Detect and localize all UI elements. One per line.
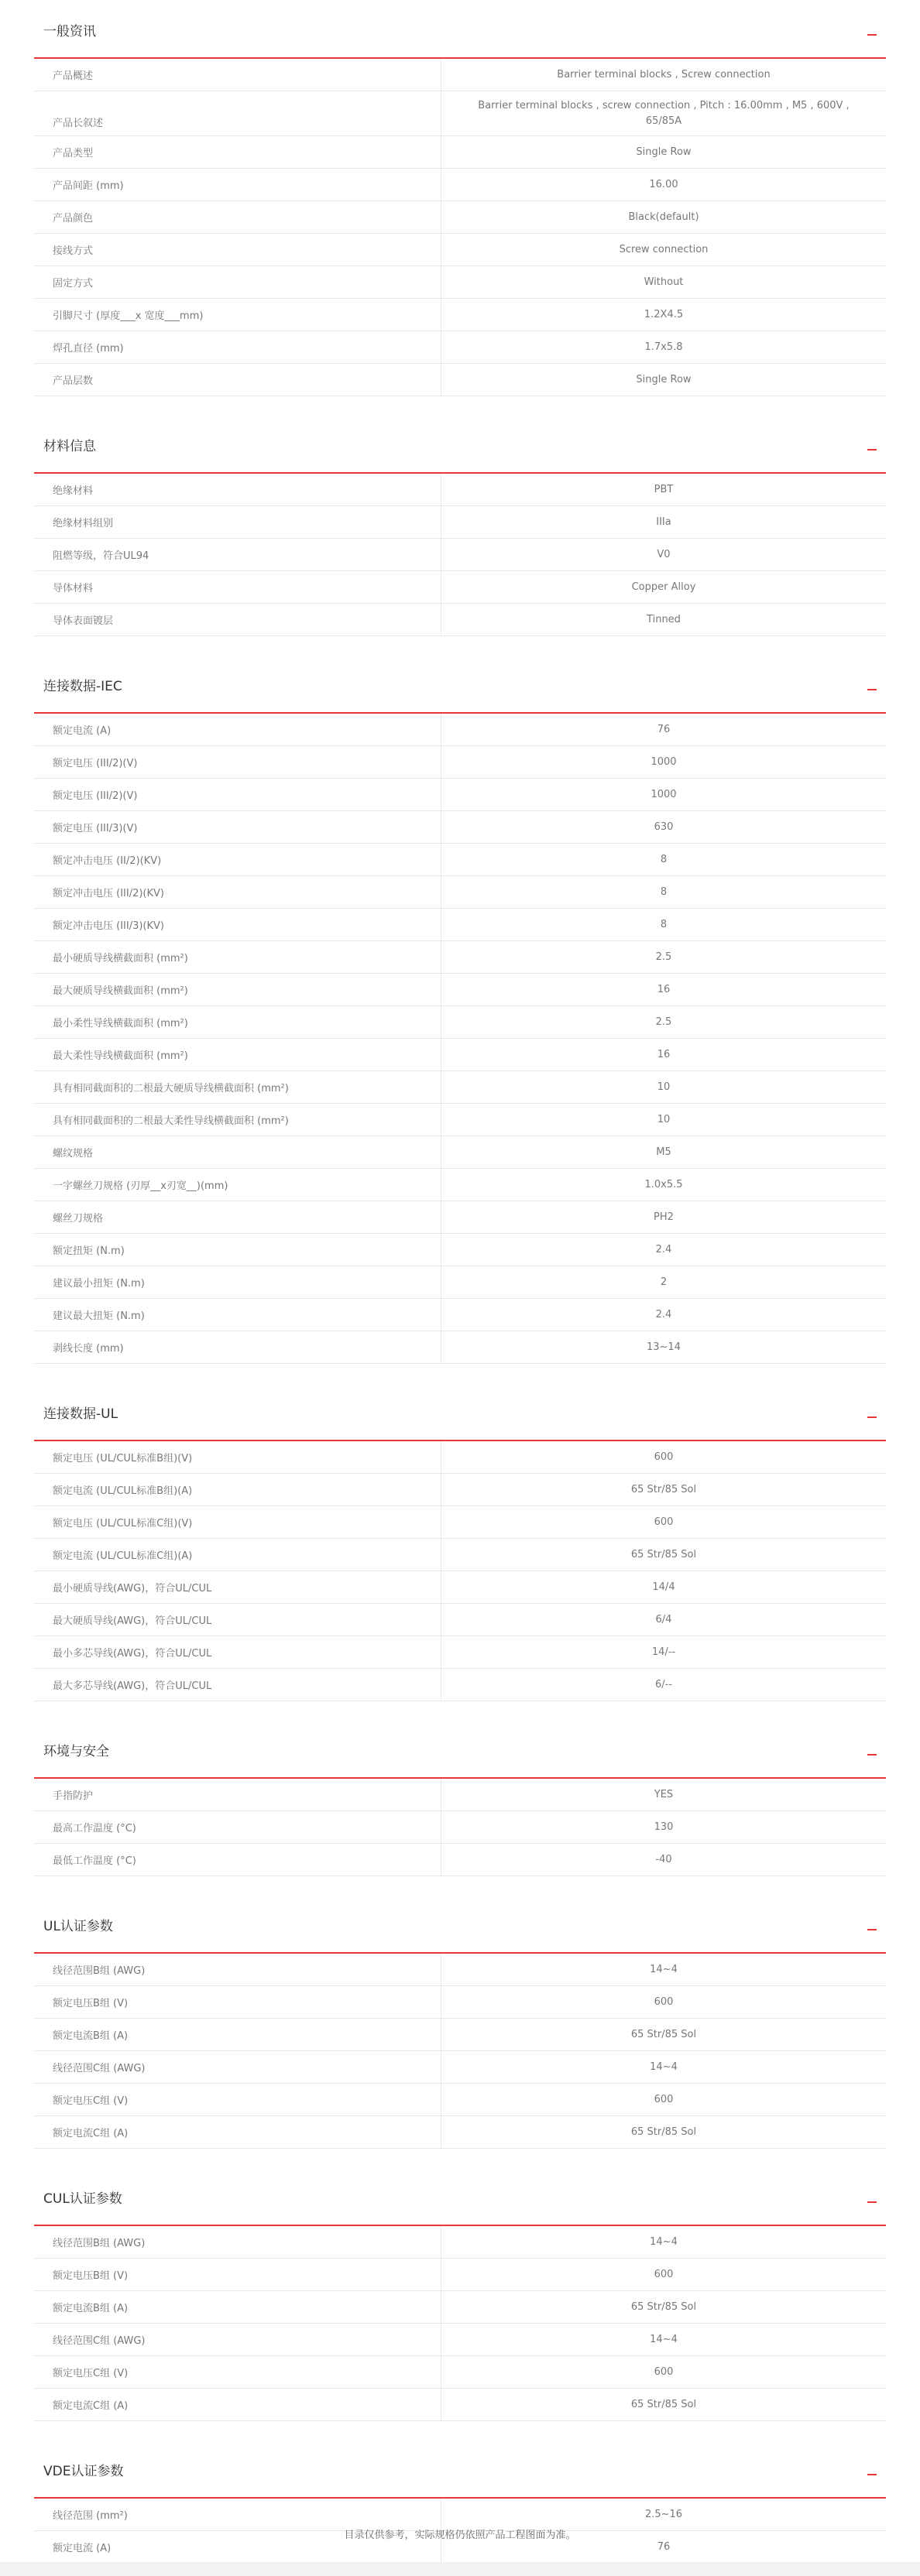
spec-value: 1000 (651, 788, 677, 800)
spec-label: 额定电流B组 (A) (34, 2291, 441, 2323)
spec-label: 产品长叙述 (34, 91, 441, 135)
footer-note: 目录仅供参考，实际规格仍依照产品工程图面为准。 (344, 2530, 576, 2541)
spec-row (34, 1331, 886, 1364)
spec-row (34, 1136, 886, 1169)
spec-value: 600 (654, 2093, 674, 2105)
spec-label: 产品概述 (34, 59, 441, 91)
spec-label: 绝缘材料 (34, 474, 441, 505)
spec-row (34, 169, 886, 201)
spec-row (34, 1234, 886, 1266)
spec-value: 600 (654, 1451, 674, 1463)
section-title: VDE认证参数 (43, 2464, 124, 2479)
spec-value: 14/-- (651, 1646, 676, 1658)
spec-row (34, 1539, 886, 1571)
spec-value: 10 (657, 1081, 671, 1093)
spec-row (34, 331, 886, 364)
spec-value: -40 (655, 1853, 672, 1865)
spec-value: Single Row (636, 373, 692, 385)
spec-label: 额定电流C组 (A) (34, 2116, 441, 2148)
spec-label: 一字螺丝刀规格 (刃厚__x刃宽__)(mm) (34, 1169, 441, 1201)
spec-value: 8 (660, 886, 668, 898)
minus-icon[interactable] (867, 689, 877, 690)
spec-row (34, 1169, 886, 1201)
spec-label: 接线方式 (34, 234, 441, 265)
spec-label: 线径范围C组 (AWG) (34, 2324, 441, 2355)
spec-value: 630 (654, 820, 674, 833)
spec-label: 额定电压 (III/3)(V) (34, 811, 441, 843)
spec-value: 1000 (651, 755, 677, 768)
spec-label: 额定电流 (A) (34, 2531, 441, 2563)
spec-label: 额定冲击电压 (III/3)(KV) (34, 909, 441, 940)
spec-value: Barrier terminal blocks , Screw connection (557, 68, 771, 80)
spec-label: 最高工作温度 (°C) (34, 1811, 441, 1843)
minus-icon[interactable] (867, 1416, 877, 1418)
spec-label: 额定电压 (UL/CUL标准B组)(V) (34, 1441, 441, 1473)
section-header[interactable] (34, 1382, 886, 1441)
section-spacer (34, 1701, 886, 1720)
spec-value: 65 Str/85 Sol (630, 2398, 697, 2410)
spec-row (34, 91, 886, 136)
spec-value: 8 (660, 918, 668, 930)
spec-row (34, 1986, 886, 2019)
spec-value: Without (644, 276, 684, 288)
spec-row (34, 1954, 886, 1986)
spec-row (34, 1104, 886, 1136)
spec-label: 阻燃等级，符合UL94 (34, 539, 441, 570)
spec-label: 额定电流C组 (A) (34, 2389, 441, 2420)
spec-label: 额定电压 (III/2)(V) (34, 779, 441, 810)
section-spacer (34, 636, 886, 655)
spec-row (34, 909, 886, 941)
spec-row (34, 506, 886, 539)
spec-row (34, 746, 886, 779)
spec-row (34, 2259, 886, 2291)
section-header[interactable] (34, 0, 886, 59)
spec-row (34, 1779, 886, 1811)
spec-label: 最小柔性导线横截面积 (mm²) (34, 1006, 441, 1038)
spec-row (34, 136, 886, 169)
spec-value: 65 Str/85 Sol (630, 1483, 697, 1495)
bottom-bar (0, 2562, 920, 2576)
spec-label: 建议最小扭矩 (N.m) (34, 1266, 441, 1298)
spec-row (34, 571, 886, 604)
spec-label: 产品间距 (mm) (34, 169, 441, 200)
spec-label: 产品颜色 (34, 201, 441, 233)
spec-label: 建议最大扭矩 (N.m) (34, 1299, 441, 1331)
spec-value: 14~4 (650, 1963, 678, 1975)
spec-label: 最低工作温度 (°C) (34, 1844, 441, 1875)
spec-row (34, 234, 886, 266)
spec-label: 线径范围B组 (AWG) (34, 2226, 441, 2258)
spec-value: 6/4 (655, 1613, 672, 1625)
spec-label: 额定电流 (A) (34, 714, 441, 745)
spec-value: M5 (656, 1146, 671, 1158)
section-header[interactable] (34, 1895, 886, 1954)
spec-row (34, 974, 886, 1006)
spec-value: 16 (657, 1048, 671, 1060)
minus-icon[interactable] (867, 449, 877, 450)
spec-value: 8 (660, 853, 668, 865)
section-title: 环境与安全 (43, 1744, 109, 1759)
spec-value: 65 Str/85 Sol (630, 1548, 697, 1560)
spec-row (34, 714, 886, 746)
spec-value: 10 (657, 1113, 671, 1125)
spec-label: 额定电压 (III/2)(V) (34, 746, 441, 778)
spec-row (34, 2324, 886, 2356)
spec-value: Screw connection (619, 243, 709, 255)
spec-row (34, 2051, 886, 2084)
spec-value: Black(default) (628, 211, 699, 223)
spec-label: 最小硬质导线横截面积 (mm²) (34, 941, 441, 973)
spec-row (34, 2389, 886, 2421)
spec-label: 额定电流 (UL/CUL标准C组)(A) (34, 1539, 441, 1571)
spec-label: 最大硬质导线横截面积 (mm²) (34, 974, 441, 1005)
minus-icon[interactable] (867, 2474, 877, 2475)
spec-row (34, 1039, 886, 1071)
spec-value: PBT (654, 483, 674, 495)
spec-label: 具有相同截面积的二根最大硬质导线横截面积 (mm²) (34, 1071, 441, 1103)
spec-section (34, 1720, 886, 1876)
spec-value: 13~14 (647, 1341, 681, 1353)
spec-value: 14~4 (650, 2235, 678, 2248)
spec-label: 最大多芯导线(AWG)，符合UL/CUL (34, 1669, 441, 1701)
spec-value: 76 (657, 2540, 671, 2553)
section-header[interactable] (34, 655, 886, 714)
section-header[interactable] (34, 2167, 886, 2226)
spec-value: Single Row (636, 146, 692, 158)
spec-value: 600 (654, 2365, 674, 2378)
spec-row (34, 844, 886, 876)
spec-label: 引脚尺寸 (厚度___x 宽度___mm) (34, 299, 441, 331)
spec-value: 1.0x5.5 (644, 1178, 683, 1190)
spec-value: 2.4 (655, 1308, 672, 1321)
spec-row (34, 364, 886, 396)
spec-label: 螺纹规格 (34, 1136, 441, 1168)
minus-icon[interactable] (867, 34, 877, 36)
spec-row (34, 1299, 886, 1331)
spec-label: 产品类型 (34, 136, 441, 168)
spec-row (34, 539, 886, 571)
spec-row (34, 1604, 886, 1636)
section-spacer (34, 1876, 886, 1895)
spec-label: 剥线长度 (mm) (34, 1331, 441, 1363)
spec-row (34, 1266, 886, 1299)
spec-value: 14~4 (650, 2060, 678, 2073)
spec-value: 2.5~16 (644, 2508, 683, 2520)
spec-label: 额定电流 (UL/CUL标准B组)(A) (34, 1474, 441, 1506)
spec-label: 绝缘材料组别 (34, 506, 441, 538)
spec-value: 130 (654, 1821, 674, 1833)
spec-label: 额定电压C组 (V) (34, 2084, 441, 2115)
spec-section (34, 1382, 886, 1701)
section-header[interactable] (34, 1720, 886, 1779)
section-header[interactable] (34, 2440, 886, 2499)
spec-value: 65 Str/85 Sol (630, 2126, 697, 2138)
spec-value: 1.7x5.8 (644, 341, 683, 353)
spec-row (34, 474, 886, 506)
spec-row (34, 2356, 886, 2389)
spec-value: 16 (657, 983, 671, 995)
spec-row (34, 1201, 886, 1234)
spec-label: 额定电流B组 (A) (34, 2019, 441, 2050)
spec-section (34, 2440, 886, 2564)
spec-row (34, 1571, 886, 1604)
spec-label: 额定冲击电压 (III/2)(KV) (34, 876, 441, 908)
spec-value: YES (654, 1788, 674, 1800)
spec-label: 最大柔性导线横截面积 (mm²) (34, 1039, 441, 1070)
spec-value: 600 (654, 1995, 674, 2008)
section-spacer (34, 2421, 886, 2440)
spec-row (34, 604, 886, 636)
spec-section (34, 655, 886, 1364)
section-title: UL认证参数 (43, 1919, 113, 1934)
spec-section (34, 415, 886, 636)
spec-section (34, 1895, 886, 2149)
section-title: 一般资讯 (43, 24, 96, 39)
spec-row (34, 779, 886, 811)
spec-label: 额定电压B组 (V) (34, 1986, 441, 2018)
spec-row (34, 1474, 886, 1506)
spec-row (34, 59, 886, 91)
spec-row (34, 1441, 886, 1474)
spec-row (34, 2226, 886, 2259)
spec-row (34, 1071, 886, 1104)
spec-value: 600 (654, 1516, 674, 1528)
spec-label: 导体表面镀层 (34, 604, 441, 635)
spec-value: 16.00 (649, 178, 678, 190)
spec-row (34, 1506, 886, 1539)
spec-value: PH2 (654, 1211, 674, 1223)
spec-label: 额定电压B组 (V) (34, 2259, 441, 2290)
spec-value: 2 (660, 1276, 668, 1288)
spec-row (34, 1669, 886, 1701)
spec-row (34, 1006, 886, 1039)
spec-label: 导体材料 (34, 571, 441, 603)
section-title: 材料信息 (43, 439, 96, 454)
section-title: 连接数据-UL (43, 1406, 118, 1422)
spec-label: 螺丝刀规格 (34, 1201, 441, 1233)
spec-label: 额定电压 (UL/CUL标准C组)(V) (34, 1506, 441, 1538)
minus-icon[interactable] (867, 1754, 877, 1756)
section-spacer (34, 1364, 886, 1382)
spec-value: 1.2X4.5 (644, 308, 684, 320)
spec-row (34, 2291, 886, 2324)
spec-label: 手指防护 (34, 1779, 441, 1810)
spec-row (34, 941, 886, 974)
section-title: 连接数据-IEC (43, 679, 122, 694)
spec-value: 2.5 (655, 951, 672, 963)
spec-value: Barrier terminal blocks , screw connection , Pitch : 16.00mm , M5 , 600V , 65/85A (478, 99, 850, 127)
spec-row (34, 299, 886, 331)
spec-value: 600 (654, 2268, 674, 2280)
spec-row (34, 201, 886, 234)
spec-value: V0 (657, 548, 671, 560)
minus-icon[interactable] (867, 1929, 877, 1930)
spec-row (34, 876, 886, 909)
spec-label: 线径范围C组 (AWG) (34, 2051, 441, 2083)
spec-value: 14~4 (650, 2333, 678, 2345)
spec-label: 额定电压C组 (V) (34, 2356, 441, 2388)
spec-row (34, 2116, 886, 2149)
spec-row (34, 2019, 886, 2051)
spec-label: 线径范围 (mm²) (34, 2499, 441, 2530)
spec-row (34, 1811, 886, 1844)
spec-value: 2.5 (655, 1016, 672, 1028)
section-spacer (34, 396, 886, 415)
spec-label: 最小硬质导线(AWG)，符合UL/CUL (34, 1571, 441, 1603)
spec-label: 额定冲击电压 (II/2)(KV) (34, 844, 441, 875)
spec-value: 65 Str/85 Sol (630, 2300, 697, 2313)
spec-label: 具有相同截面积的二根最大柔性导线横截面积 (mm²) (34, 1104, 441, 1136)
section-spacer (34, 2149, 886, 2167)
spec-value: Tinned (647, 613, 681, 625)
spec-row (34, 1844, 886, 1876)
spec-value: 2.4 (655, 1243, 672, 1255)
spec-value: IIIa (656, 516, 671, 528)
spec-label: 最大硬质导线(AWG)，符合UL/CUL (34, 1604, 441, 1636)
spec-value: Copper Alloy (631, 581, 696, 593)
spec-label: 焊孔直径 (mm) (34, 331, 441, 363)
spec-value: 65 Str/85 Sol (630, 2028, 697, 2040)
spec-value: 14/4 (652, 1581, 675, 1593)
spec-row (34, 2084, 886, 2116)
minus-icon[interactable] (867, 2201, 877, 2203)
spec-value: 6/-- (654, 1678, 673, 1690)
spec-section (34, 2167, 886, 2421)
spec-row (34, 811, 886, 844)
spec-row (34, 266, 886, 299)
spec-label: 最小多芯导线(AWG)，符合UL/CUL (34, 1636, 441, 1668)
spec-label: 产品层数 (34, 364, 441, 396)
spec-row (34, 1636, 886, 1669)
spec-label: 额定扭矩 (N.m) (34, 1234, 441, 1266)
section-title: CUL认证参数 (43, 2191, 122, 2207)
spec-label: 线径范围B组 (AWG) (34, 1954, 441, 1985)
spec-section (34, 0, 886, 396)
spec-label: 固定方式 (34, 266, 441, 298)
spec-content (34, 0, 886, 2564)
spec-value: 76 (657, 723, 671, 735)
section-header[interactable] (34, 415, 886, 474)
